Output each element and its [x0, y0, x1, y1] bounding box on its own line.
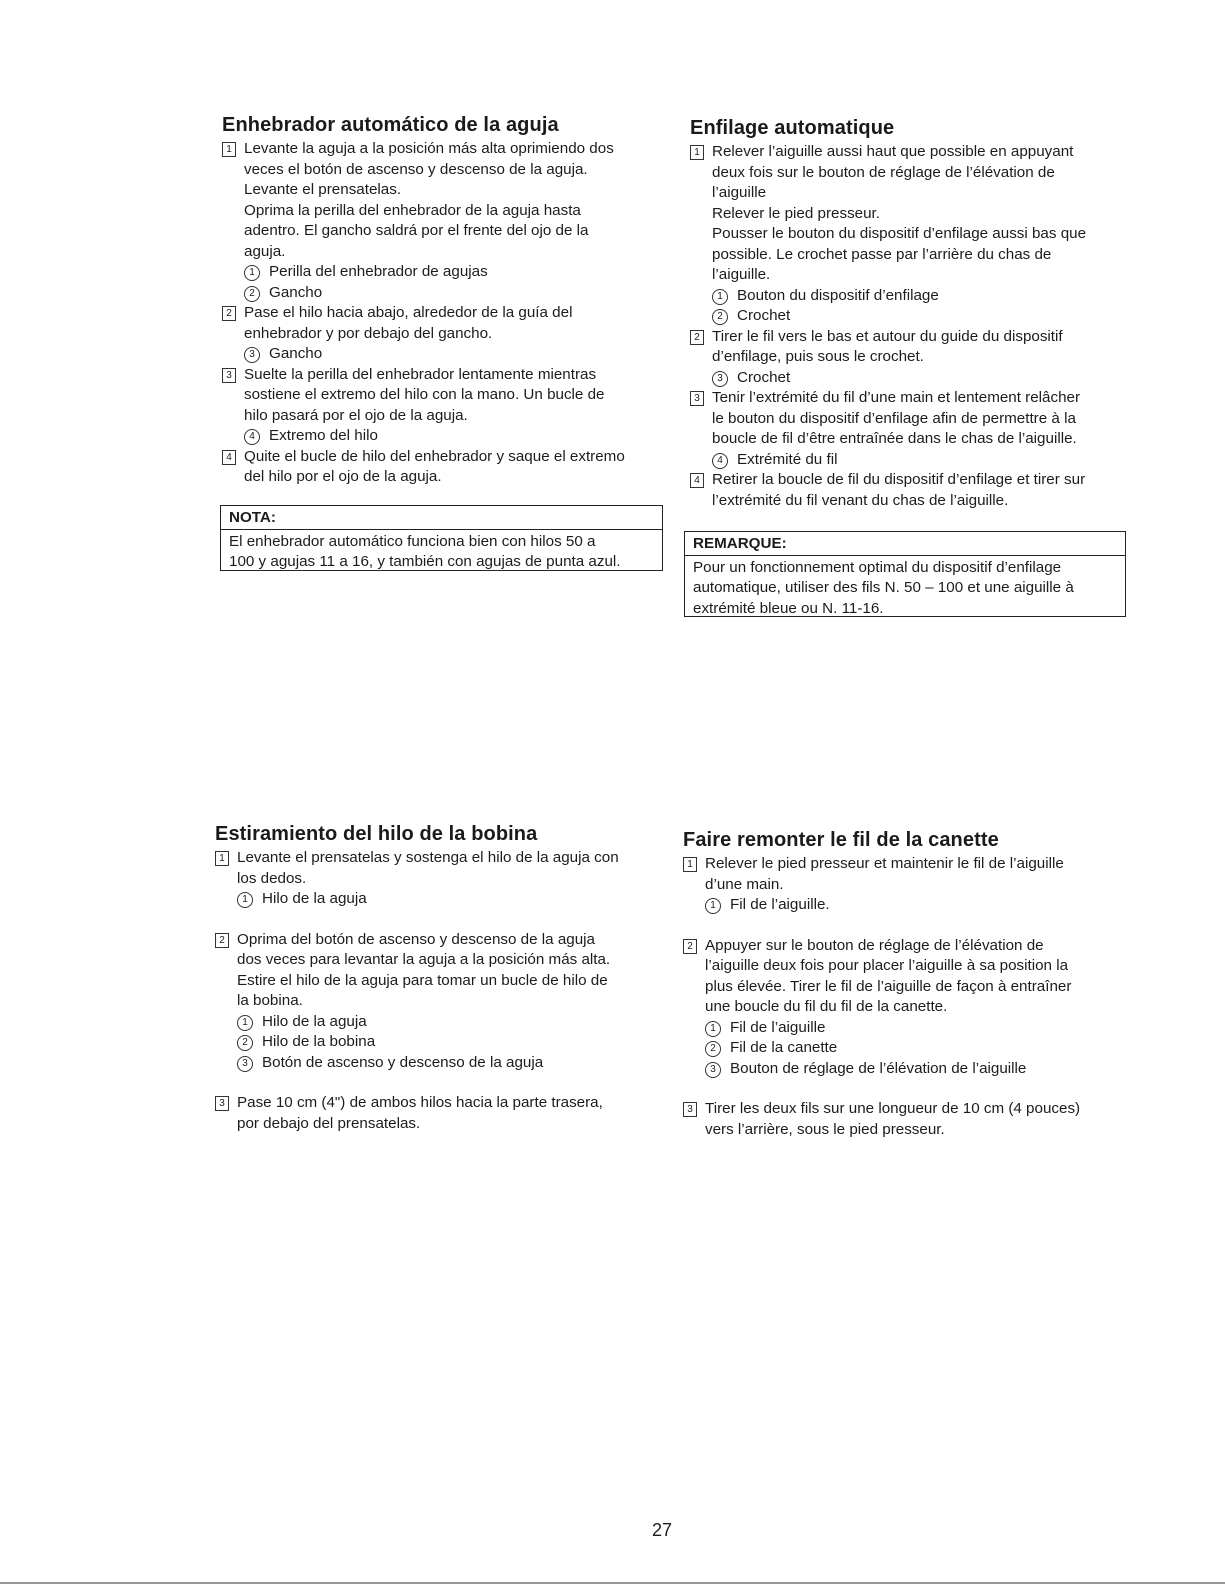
step-text-line: l’aiguille	[712, 184, 767, 201]
step-text-line: possible. Le crochet passe par l’arrière du chas de	[712, 245, 1052, 263]
step-text-line: Pase 10 cm (4") de ambos hilos hacia la parte trasera,	[237, 1094, 603, 1111]
step-2	[215, 930, 665, 1074]
step-1	[690, 142, 1130, 327]
note-text-line: 100 y agujas 11 a 16, y también con agujas de punta azul.	[229, 553, 621, 570]
step-spacer	[683, 1079, 1123, 1099]
callout-number-circle: 1	[705, 898, 721, 914]
step-spacer	[683, 916, 1123, 936]
step-text-line: Quite el bucle de hilo del enhebrador y saque el extremo	[244, 447, 625, 465]
step-text-line: Appuyer sur le bouton de réglage de l’élévation de	[705, 936, 1044, 954]
step-text-line: Levante el prensatelas.	[244, 181, 402, 198]
page-number: 27	[652, 1520, 673, 1540]
callout-number-circle: 1	[712, 289, 728, 305]
fr-threading-section	[690, 117, 1130, 511]
step-number-box: 3	[690, 391, 704, 406]
section-title: Estiramiento del hilo de la bobina	[215, 823, 538, 845]
step-text-line: Tenir l’extrémité du fil d’une main et lentement relâcher	[712, 389, 1081, 406]
step-2	[690, 327, 1130, 389]
callout-number-circle: 3	[237, 1056, 253, 1072]
step-number-box: 1	[683, 857, 697, 872]
step-3	[215, 1093, 665, 1134]
step-2	[683, 936, 1123, 1080]
note-text-line: El enhebrador automático funciona bien con hilos 50 a	[229, 532, 596, 550]
callout-text: Bouton de réglage de l’élévation de l’aiguille	[730, 1059, 1027, 1077]
step-4	[222, 447, 662, 488]
callout-number-circle: 1	[237, 1015, 253, 1031]
step-text-line: Relever le pied presseur.	[712, 204, 880, 222]
callout-text: Gancho	[269, 345, 323, 362]
step-number-box: 4	[690, 473, 704, 488]
note-text-line: extrémité bleue ou N. 11-16.	[693, 599, 884, 617]
step-number-box: 3	[683, 1102, 697, 1117]
step-text-line: enhebrador y por debajo del gancho.	[244, 324, 493, 342]
step-3	[222, 365, 662, 447]
page-bottom-rule	[0, 1582, 1225, 1584]
callout-text: Fil de l’aiguille.	[730, 896, 830, 913]
callout-item	[705, 1018, 1123, 1039]
step-text-line: plus élevée. Tirer le fil de l’aiguille de façon à entraîner	[705, 977, 1072, 995]
step-number-box: 2	[690, 330, 704, 345]
callout-number-circle: 2	[705, 1041, 721, 1057]
step-text-line: Relever le pied presseur et maintenir le fil de l’aiguille	[705, 855, 1064, 872]
callout-number-circle: 4	[244, 429, 260, 445]
note-title: REMARQUE:	[685, 534, 1125, 556]
step-text-line: Relever l’aiguille aussi haut que possible en appuyant	[712, 143, 1074, 160]
callout-item	[705, 1038, 1123, 1059]
callout-item	[237, 889, 665, 910]
step-text-line: adentro. El gancho saldrá por el frente del ojo de la	[244, 222, 589, 239]
callout-text: Extrémité du fil	[737, 450, 838, 468]
callout-text: Crochet	[737, 368, 791, 386]
step-text-line: hilo pasará por el ojo de la aguja.	[244, 406, 468, 424]
step-text-line: la bobina.	[237, 992, 303, 1009]
step-number-box: 3	[222, 368, 236, 383]
note-text-line: automatique, utiliser des fils N. 50 – 100 et une aiguille à	[693, 579, 1074, 596]
callout-text: Bouton du dispositif d’enfilage	[737, 286, 939, 304]
step-text-line: veces el botón de ascenso y descenso de la aguja.	[244, 160, 588, 178]
callout-item	[237, 1012, 665, 1033]
step-text-line: aguja.	[244, 242, 286, 260]
fr-bobbin-section	[683, 829, 1123, 1140]
step-text-line: l’aiguille.	[712, 266, 771, 283]
step-spacer	[215, 910, 665, 930]
step-number-box: 1	[215, 851, 229, 866]
step-text-line: l’aiguille deux fois pour placer l’aiguille à sa position la	[705, 957, 1069, 974]
callout-number-circle: 3	[705, 1062, 721, 1078]
step-number-box: 2	[215, 933, 229, 948]
step-3	[690, 388, 1130, 470]
callout-text: Crochet	[737, 307, 791, 324]
step-number-box: 1	[690, 145, 704, 160]
callout-number-circle: 4	[712, 453, 728, 469]
step-number-box: 3	[215, 1096, 229, 1111]
callout-text: Fil de la canette	[730, 1039, 838, 1056]
step-text-line: sostiene el extremo del hilo con la mano. Un bucle de	[244, 386, 605, 403]
callout-item	[705, 895, 1123, 916]
step-4	[690, 470, 1130, 511]
step-text-line: boucle de fil d’être entraînée dans le chas de l’aiguille.	[712, 430, 1077, 447]
step-2	[222, 303, 662, 365]
callout-item	[712, 368, 1130, 389]
step-text-line: Estire el hilo de la aguja para tomar un bucle de hilo de	[237, 971, 608, 989]
section-title: Enhebrador automático de la aguja	[222, 114, 559, 136]
step-text-line: dos veces para levantar la aguja a la posición más alta.	[237, 951, 611, 968]
callout-item	[244, 426, 662, 447]
callout-number-circle: 1	[237, 892, 253, 908]
step-text-line: deux fois sur le bouton de réglage de l’élévation de	[712, 163, 1055, 181]
callout-item	[244, 344, 662, 365]
step-number-box: 1	[222, 142, 236, 157]
step-text-line: d’une main.	[705, 875, 784, 893]
es-threading-section	[222, 114, 662, 488]
callout-item	[712, 286, 1130, 307]
callout-item	[712, 450, 1130, 471]
step-text-line: l’extrémité du fil venant du chas de l’aiguille.	[712, 491, 1009, 509]
callout-text: Perilla del enhebrador de agujas	[269, 263, 488, 280]
callout-item	[244, 262, 662, 283]
step-text-line: Pousser le bouton du dispositif d’enfilage aussi bas que	[712, 225, 1087, 242]
section-title: Faire remonter le fil de la canette	[683, 829, 999, 851]
callout-item	[237, 1053, 665, 1074]
step-text-line: d’enfilage, puis sous le crochet.	[712, 348, 924, 365]
step-text-line: Tirer le fil vers le bas et autour du guide du dispositif	[712, 327, 1063, 345]
callout-text: Hilo de la bobina	[262, 1033, 376, 1050]
step-text-line: Pase el hilo hacia abajo, alrededor de la guía del	[244, 304, 573, 321]
step-text-line: vers l’arrière, sous le pied presseur.	[705, 1120, 945, 1138]
callout-item	[237, 1032, 665, 1053]
callout-text: Hilo de la aguja	[262, 1012, 367, 1030]
callout-text: Gancho	[269, 283, 323, 301]
callout-number-circle: 3	[244, 347, 260, 363]
callout-item	[244, 283, 662, 304]
section-title: Enfilage automatique	[690, 117, 895, 139]
step-text-line: del hilo por el ojo de la aguja.	[244, 468, 442, 485]
callout-text: Botón de ascenso y descenso de la aguja	[262, 1053, 544, 1071]
step-1	[683, 854, 1123, 916]
step-number-box: 4	[222, 450, 236, 465]
step-number-box: 2	[683, 939, 697, 954]
callout-number-circle: 2	[237, 1035, 253, 1051]
step-spacer	[215, 1073, 665, 1093]
callout-text: Extremo del hilo	[269, 427, 378, 444]
step-1	[222, 139, 662, 303]
step-text-line: Levante la aguja a la posición más alta oprimiendo dos	[244, 140, 614, 157]
callout-number-circle: 1	[244, 265, 260, 281]
step-text-line: Levante el prensatelas y sostenga el hilo de la aguja con	[237, 849, 619, 866]
step-text-line: une boucle du fil du fil de la canette.	[705, 998, 948, 1015]
step-text-line: Oprima del botón de ascenso y descenso de la aguja	[237, 930, 595, 948]
callout-text: Fil de l’aiguille	[730, 1018, 826, 1036]
note-title: NOTA:	[221, 508, 662, 530]
step-text-line: los dedos.	[237, 869, 307, 887]
step-3	[683, 1099, 1123, 1140]
remarque-box	[684, 531, 1126, 617]
step-text-line: Oprima la perilla del enhebrador de la aguja hasta	[244, 201, 581, 219]
callout-number-circle: 3	[712, 371, 728, 387]
callout-item	[705, 1059, 1123, 1080]
nota-box	[220, 505, 663, 571]
step-number-box: 2	[222, 306, 236, 321]
callout-number-circle: 2	[244, 286, 260, 302]
step-text-line: Tirer les deux fils sur une longueur de 10 cm (4 pouces)	[705, 1100, 1081, 1117]
step-text-line: le bouton du dispositif d’enfilage afin de permettre à la	[712, 409, 1076, 427]
callout-item	[712, 306, 1130, 327]
callout-number-circle: 2	[712, 309, 728, 325]
callout-text: Hilo de la aguja	[262, 890, 367, 907]
step-1	[215, 848, 665, 910]
step-text-line: por debajo del prensatelas.	[237, 1114, 421, 1132]
step-text-line: Retirer la boucle de fil du dispositif d’enfilage et tirer sur	[712, 471, 1086, 488]
step-text-line: Suelte la perilla del enhebrador lentamente mientras	[244, 365, 597, 383]
note-text-line: Pour un fonctionnement optimal du dispositif d’enfilage	[693, 558, 1062, 576]
callout-number-circle: 1	[705, 1021, 721, 1037]
es-bobbin-section	[215, 823, 665, 1134]
